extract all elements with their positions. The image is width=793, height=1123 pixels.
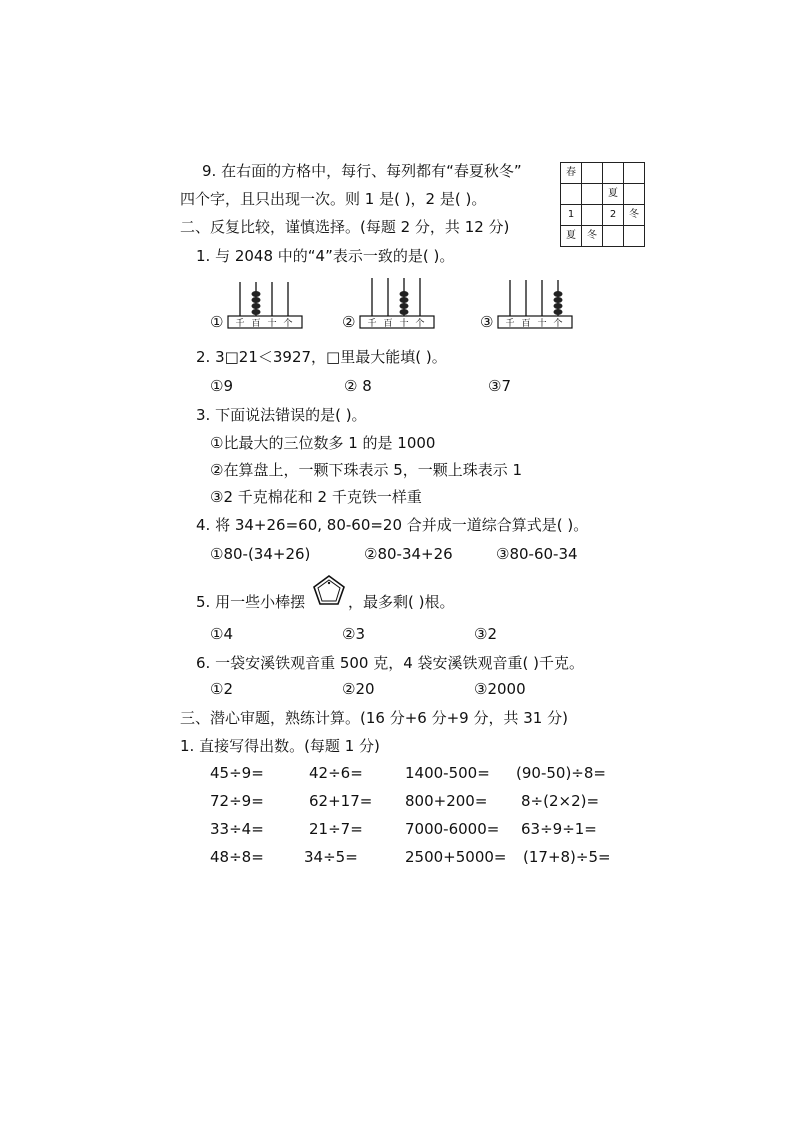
calc-item: 33÷4= xyxy=(210,820,264,838)
s2-q2-option-1: ①9 xyxy=(210,377,233,395)
q9-line1: 9. 在右面的方格中，每行、每列都有“春夏秋冬” xyxy=(202,162,522,180)
place-value-label: 千 xyxy=(505,319,515,329)
grid-cell xyxy=(624,163,645,184)
grid-cell xyxy=(561,184,582,205)
grid-cell xyxy=(582,163,603,184)
abacus-bead xyxy=(400,309,409,315)
abacus-bead xyxy=(554,309,563,315)
calc-item: 2500+5000= xyxy=(405,848,507,866)
calc-item: (90-50)÷8= xyxy=(516,764,606,782)
grid-cell: 冬 xyxy=(582,226,603,247)
s2-q2-option-3: ③7 xyxy=(488,377,511,395)
calc-item: 45÷9= xyxy=(210,764,264,782)
calc-item: 34÷5= xyxy=(304,848,358,866)
grid-cell: 夏 xyxy=(603,184,624,205)
calc-item: 62+17= xyxy=(309,792,373,810)
abacus-figure xyxy=(226,280,306,330)
calc-item: 63÷9÷1= xyxy=(521,820,597,838)
q9-line2: 四个字，且只出现一次。则 1 是( )，2 是( )。 xyxy=(180,190,487,208)
grid-cell: 春 xyxy=(561,163,582,184)
abacus-bead xyxy=(400,297,409,303)
s2-q5-option-3: ③2 xyxy=(474,625,497,643)
s2-q4-option-2: ②80-34+26 xyxy=(364,545,453,563)
abacus-bead xyxy=(554,297,563,303)
s2-q3-text: 3. 下面说法错误的是( )。 xyxy=(196,406,367,424)
section3-heading: 三、潜心审题，熟练计算。(16 分+6 分+9 分，共 31 分) xyxy=(180,709,568,727)
abacus-bead xyxy=(252,303,261,309)
calc-item: 800+200= xyxy=(405,792,488,810)
s2-q4-option-3: ③80-60-34 xyxy=(496,545,578,563)
place-value-label: 千 xyxy=(367,319,377,329)
place-value-label: 百 xyxy=(251,319,261,329)
place-value-label: 百 xyxy=(521,319,531,329)
abacus-bead xyxy=(554,303,563,309)
s2-q3-option-3: ③2 千克棉花和 2 千克铁一样重 xyxy=(210,488,422,506)
calc-item: 7000-6000= xyxy=(405,820,500,838)
abacus-bead xyxy=(252,309,261,315)
grid-cell xyxy=(582,184,603,205)
s2-q5-text-after: ，最多剩( )根。 xyxy=(348,593,455,611)
grid-cell xyxy=(624,226,645,247)
grid-cell: 冬 xyxy=(624,205,645,226)
place-value-label: 十 xyxy=(537,319,547,329)
abacus-bead xyxy=(400,291,409,297)
abacus-bead xyxy=(252,291,261,297)
calc-item: 42÷6= xyxy=(309,764,363,782)
section2-heading: 二、反复比较，谨慎选择。(每题 2 分，共 12 分) xyxy=(180,218,510,236)
place-value-label: 十 xyxy=(267,319,277,329)
s2-q6-option-1: ①2 xyxy=(210,680,233,698)
place-value-label: 个 xyxy=(283,319,293,329)
calc-item: 1400-500= xyxy=(405,764,490,782)
grid-cell xyxy=(582,205,603,226)
grid-cell xyxy=(603,163,624,184)
abacus-bead xyxy=(252,297,261,303)
s2-q6-option-2: ②20 xyxy=(342,680,375,698)
place-value-label: 个 xyxy=(553,319,563,329)
s2-q6-text: 6. 一袋安溪铁观音重 500 克，4 袋安溪铁观音重( )千克。 xyxy=(196,654,585,672)
s2-q3-option-1: ①比最大的三位数多 1 的是 1000 xyxy=(210,434,436,452)
place-value-label: 千 xyxy=(235,319,245,329)
calc-item: 21÷7= xyxy=(309,820,363,838)
abacus-bead xyxy=(400,303,409,309)
abacus-bead xyxy=(554,291,563,297)
place-value-label: 个 xyxy=(415,319,425,329)
season-grid xyxy=(560,162,645,247)
abacus-figure xyxy=(358,276,438,330)
s2-q2-text: 2. 3□21＜3927，□里最大能填( )。 xyxy=(196,348,447,366)
place-value-label: 百 xyxy=(383,319,393,329)
option-marker: ② xyxy=(342,313,356,331)
option-marker: ① xyxy=(210,313,224,331)
s2-q5-option-1: ①4 xyxy=(210,625,233,643)
s2-q1-text: 1. 与 2048 中的“4”表示一致的是( )。 xyxy=(196,247,455,265)
option-marker: ③ xyxy=(480,313,494,331)
grid-cell: 1 xyxy=(561,205,582,226)
pentagon-icon xyxy=(312,574,346,606)
calc-item: 8÷(2×2)= xyxy=(521,792,600,810)
s2-q6-option-3: ③2000 xyxy=(474,680,526,698)
grid-cell xyxy=(624,184,645,205)
s2-q4-option-1: ①80-(34+26) xyxy=(210,545,311,563)
s3-q1-heading: 1. 直接写得出数。(每题 1 分) xyxy=(180,737,380,755)
calc-item: (17+8)÷5= xyxy=(523,848,611,866)
s2-q5-text-before: 5. 用一些小棒摆 xyxy=(196,593,306,611)
calc-item: 48÷8= xyxy=(210,848,264,866)
s2-q3-option-2: ②在算盘上，一颗下珠表示 5，一颗上珠表示 1 xyxy=(210,461,523,479)
grid-cell: 2 xyxy=(603,205,624,226)
s2-q5-option-2: ②3 xyxy=(342,625,365,643)
grid-cell xyxy=(603,226,624,247)
abacus-figure xyxy=(496,278,576,330)
calc-item: 72÷9= xyxy=(210,792,264,810)
s2-q2-option-2: ② 8 xyxy=(344,377,372,395)
place-value-label: 十 xyxy=(399,319,409,329)
s2-q4-text: 4. 将 34+26=60, 80-60=20 合并成一道综合算式是( )。 xyxy=(196,516,589,534)
grid-cell: 夏 xyxy=(561,226,582,247)
